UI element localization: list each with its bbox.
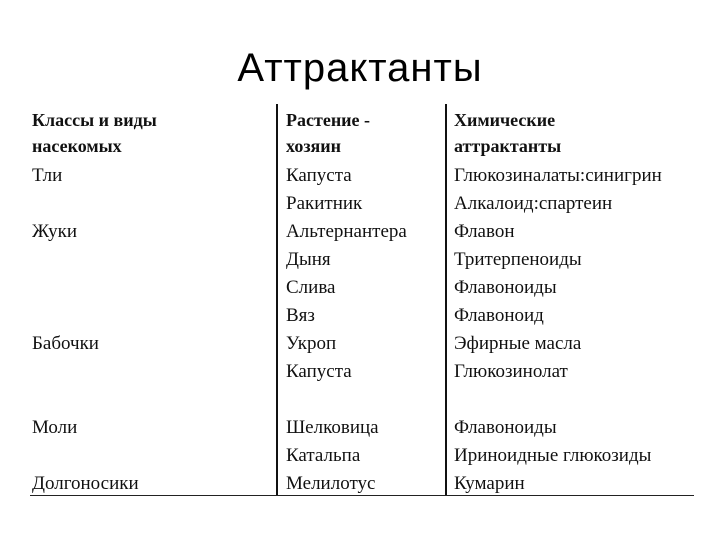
slide-title: Аттрактанты xyxy=(237,46,483,90)
chemical-attractant-cell: Кумарин xyxy=(454,473,525,494)
host-plant-cell: Капуста xyxy=(286,165,352,186)
insect-class-cell: Жуки xyxy=(32,221,77,242)
chemical-attractant-cell: Глюкозинолат xyxy=(454,361,568,382)
host-plant-cell: Мелилотус xyxy=(286,473,376,494)
host-plant-cell: Дыня xyxy=(286,249,331,270)
insect-class-cell: Моли xyxy=(32,417,78,438)
host-plant-cell: Капуста xyxy=(286,361,352,382)
chemical-attractant-cell: Тритерпеноиды xyxy=(454,249,582,270)
chemical-attractant-cell: Эфирные масла xyxy=(454,333,582,354)
header-host-plant-line-1: Растение - xyxy=(286,110,371,130)
chemical-attractant-cell: Флавоноид xyxy=(454,305,544,326)
header-insect-class-line-1: Классы и виды xyxy=(32,110,157,130)
header-host-plant-line-2: хозяин xyxy=(286,136,342,156)
column-divider-1 xyxy=(276,104,278,496)
header-chemical-attractant-line-2: аттрактанты xyxy=(454,136,562,156)
insect-class-cell: Тли xyxy=(32,165,63,186)
host-plant-cell: Катальпа xyxy=(286,445,361,466)
host-plant-cell: Укроп xyxy=(286,333,337,354)
chemical-attractant-cell: Ириноидные глюкозиды xyxy=(454,445,652,466)
chemical-attractant-cell: Флавон xyxy=(454,221,515,242)
header-insect-class-line-2: насекомых xyxy=(32,136,122,156)
host-plant-cell: Ракитник xyxy=(286,193,363,214)
attractants-table xyxy=(30,104,694,496)
insect-class-cell: Долгоносики xyxy=(32,473,139,494)
chemical-attractant-cell: Флавоноиды xyxy=(454,277,557,298)
chemical-attractant-cell: Флавоноиды xyxy=(454,417,557,438)
host-plant-cell: Шелковица xyxy=(286,417,379,438)
insect-class-cell: Бабочки xyxy=(32,333,99,354)
chemical-attractant-cell: Алкалоид:спартеин xyxy=(454,193,613,214)
host-plant-cell: Слива xyxy=(286,277,336,298)
column-divider-2 xyxy=(445,104,447,496)
header-chemical-attractant-line-1: Химические xyxy=(454,110,556,130)
host-plant-cell: Вяз xyxy=(286,305,315,326)
host-plant-cell: Альтернантера xyxy=(286,221,407,242)
chemical-attractant-cell: Глюкозиналаты:синигрин xyxy=(454,165,662,186)
